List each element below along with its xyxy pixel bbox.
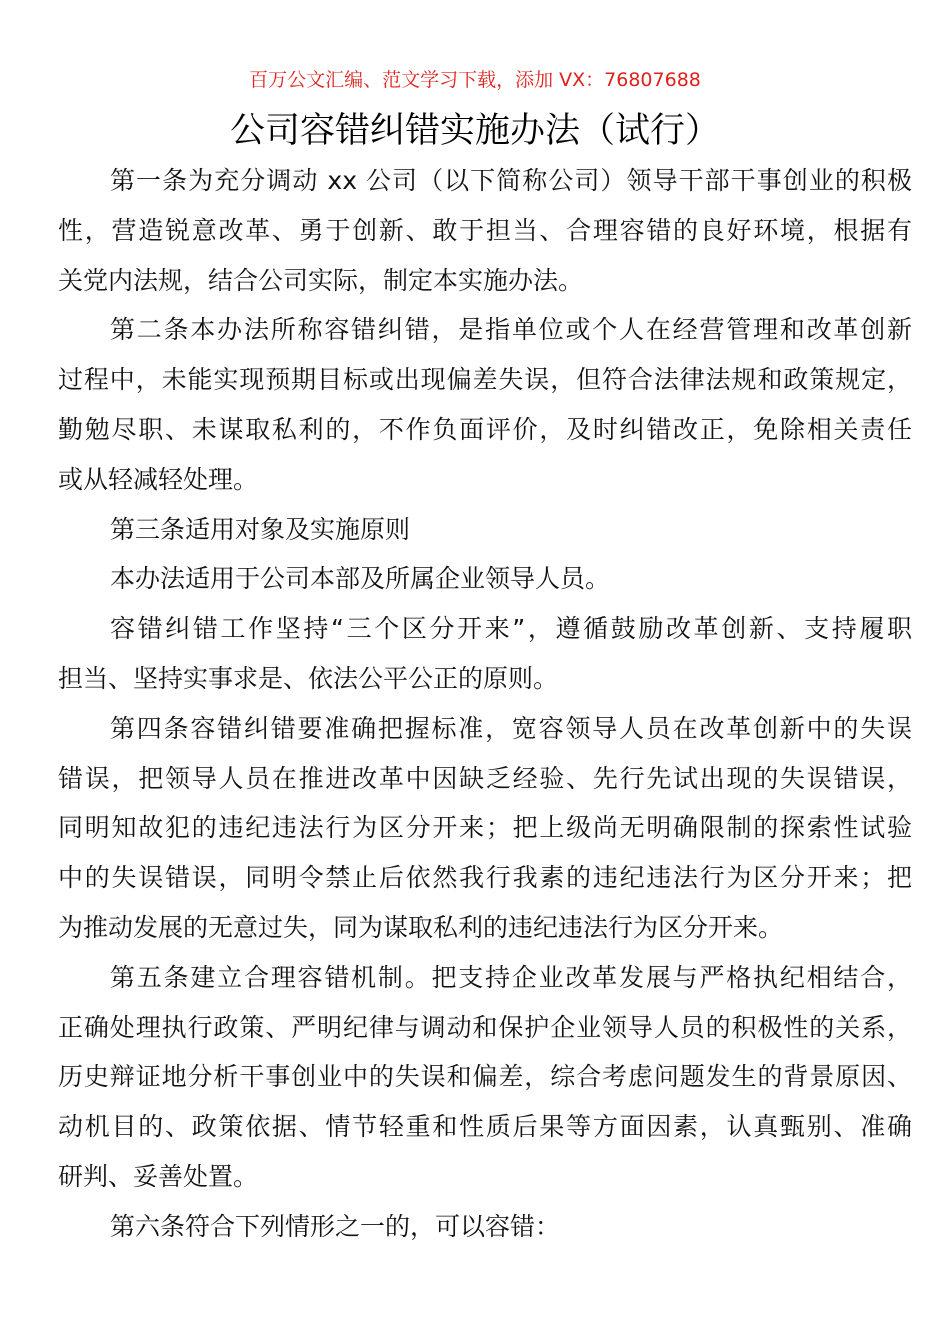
paragraph — [58, 604, 912, 704]
paragraph — [58, 554, 912, 604]
paragraph-line: 第五条建立合理容错机制。把支持企业改革发展与严格执纪相结合， — [110, 962, 912, 992]
paragraph-line: 历史辩证地分析干事创业中的失误和偏差，综合考虑问题发生的背景原因、 — [58, 1062, 912, 1092]
paragraph-line: 为推动发展的无意过失，同为谋取私利的违纪违法行为区分开来。 — [58, 912, 784, 942]
paragraph-line: 错误，把领导人员在推进改革中因缺乏经验、先行先试出现的失误错误， — [58, 763, 912, 793]
paragraph — [58, 505, 912, 555]
paragraph-line: 中的失误错误，同明令禁止后依然我行我素的违纪违法行为区分开来；把 — [58, 863, 912, 893]
paragraph — [58, 305, 912, 504]
paragraph-line: 第一条为充分调动 xx 公司（以下简称公司）领导干部干事创业的积极 — [110, 166, 912, 195]
paragraph-line: 容错纠错工作坚持“三个区分开来”，遵循鼓励改革创新、支持履职 — [110, 614, 912, 644]
watermark-header: 百万公文汇编、范文学习下载，添加 VX：76807688 — [249, 69, 701, 91]
paragraph-line: 关党内法规，结合公司实际，制定本实施办法。 — [58, 265, 584, 295]
paragraph-line: 第四条容错纠错要准确把握标准，宽容领导人员在改革创新中的失误 — [110, 713, 912, 743]
paragraph-line: 第六条符合下列情形之一的，可以容错： — [110, 1211, 561, 1241]
paragraph-line: 性，营造锐意改革、勇于创新、敢于担当、合理容错的良好环境，根据有 — [58, 215, 912, 245]
paragraph-line: 担当、坚持实事求是、依法公平公正的原则。 — [58, 663, 559, 693]
paragraph — [58, 156, 912, 305]
paragraph-line: 同明知故犯的违纪违法行为区分开来；把上级尚无明确限制的探索性试验 — [58, 813, 912, 843]
paragraph-line: 正确处理执行政策、严明纪律与调动和保护企业领导人员的积极性的关系， — [58, 1012, 912, 1042]
paragraph — [58, 704, 912, 953]
paragraph-line: 第三条适用对象及实施原则 — [110, 514, 411, 544]
paragraph-line: 过程中，未能实现预期目标或出现偏差失误，但符合法律法规和政策规定， — [58, 365, 912, 395]
paragraph-line: 研判、妥善处置。 — [58, 1161, 259, 1191]
paragraph — [58, 1202, 912, 1252]
document-body — [58, 156, 912, 1252]
paragraph-line: 或从轻减轻处理。 — [58, 464, 259, 494]
document-title: 公司容错纠错实施办法（试行） — [229, 111, 720, 151]
paragraph-line: 第二条本办法所称容错纠错，是指单位或个人在经营管理和改革创新 — [110, 315, 912, 345]
paragraph-line: 勤勉尽职、未谋取私利的，不作负面评价，及时纠错改正，免除相关责任 — [58, 414, 912, 444]
paragraph-line: 本办法适用于公司本部及所属企业领导人员。 — [110, 564, 611, 594]
paragraph-line: 动机目的、政策依据、情节轻重和性质后果等方面因素，认真甄别、准确 — [58, 1112, 912, 1142]
paragraph — [58, 953, 912, 1202]
